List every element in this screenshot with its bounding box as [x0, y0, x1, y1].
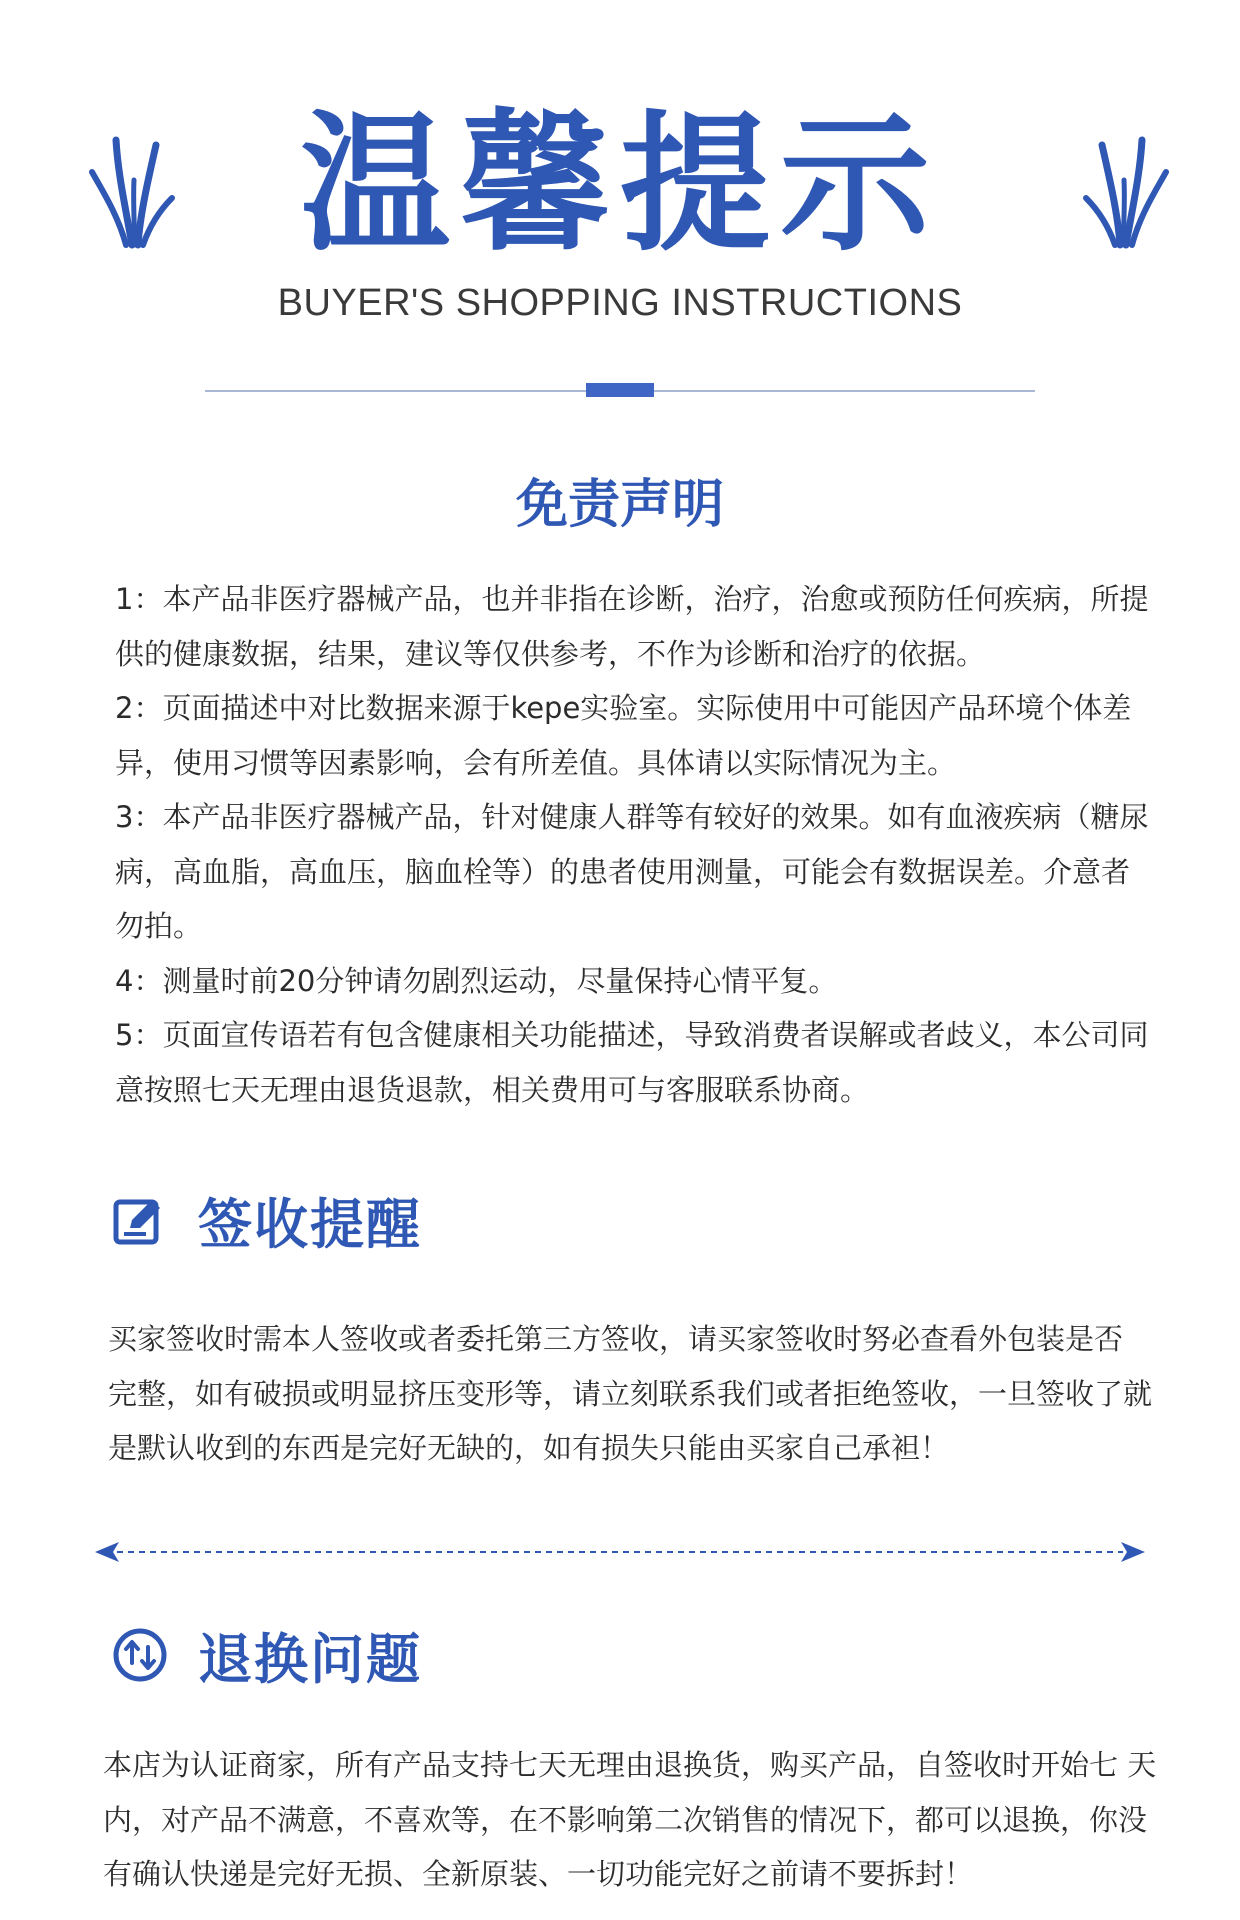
header-divider-accent: [586, 383, 654, 397]
edit-icon: [112, 1192, 168, 1248]
disclaimer-title: 免责声明: [515, 475, 724, 535]
disclaimer-item: 5：页面宣传语若有包含健康相关功能描述，导致消费者误解或者歧义，本公司同意按照七天无理由退货退款，相关费用可与客服联系协商。: [115, 1018, 1149, 1107]
disclaimer-item: 4：测量时前20分钟请勿剧烈运动，尽量保持心情平复。: [115, 963, 838, 998]
returns-text: 本店为认证商家，所有产品支持七天无理由退换货，购买产品，自签收时开始七 天内，对产品不满意，不喜欢等，在不影响第二次销售的情况下，都可以退换，你没有确认快递是完好无损、全新原装、一切功能完好之前请不要拆封！: [103, 1748, 1157, 1891]
disclaimer-item: 3：本产品非医疗器械产品，针对健康人群等有较好的效果。如有血液疾病（糖尿病，高血脂，高血压，脑血栓等）的患者使用测量，可能会有数据误差。介意者勿拍。: [115, 800, 1149, 943]
page-title: 温馨提示: [299, 98, 940, 272]
disclaimer-item: 1：本产品非医疗器械产品，也并非指在诊断，治疗，治愈或预防任何疾病，所提供的健康数据，结果，建议等仅供参考，不作为诊断和治疗的依据。: [115, 582, 1149, 671]
section-divider: [95, 1540, 1145, 1564]
returns-section-header: [112, 1620, 422, 1690]
page-subtitle: BUYER'S SHOPPING INSTRUCTIONS: [277, 282, 963, 324]
receipt-section-header: [112, 1185, 422, 1255]
receipt-title: 签收提醒: [198, 1192, 422, 1256]
receipt-text: 买家签收时需本人签收或者委托第三方签收，请买家签收时努必查看外包装是否 完整，如有破损或明显挤压变形等，请立刻联系我们或者拒绝签收，一旦签收了就是默认收到的东西是完好无缺的，如有损失只能由买家自己承袒！: [108, 1322, 1153, 1465]
exchange-icon: [112, 1627, 168, 1683]
disclaimer-item: 2：页面描述中对比数据来源于kepe实验室。实际使用中可能因产品环境个体差异，使用习惯等因素影响，会有所差值。具体请以实际情况为主。: [115, 691, 1132, 780]
returns-title: 退换问题: [198, 1627, 422, 1691]
disclaimer-list: [115, 572, 1155, 1117]
